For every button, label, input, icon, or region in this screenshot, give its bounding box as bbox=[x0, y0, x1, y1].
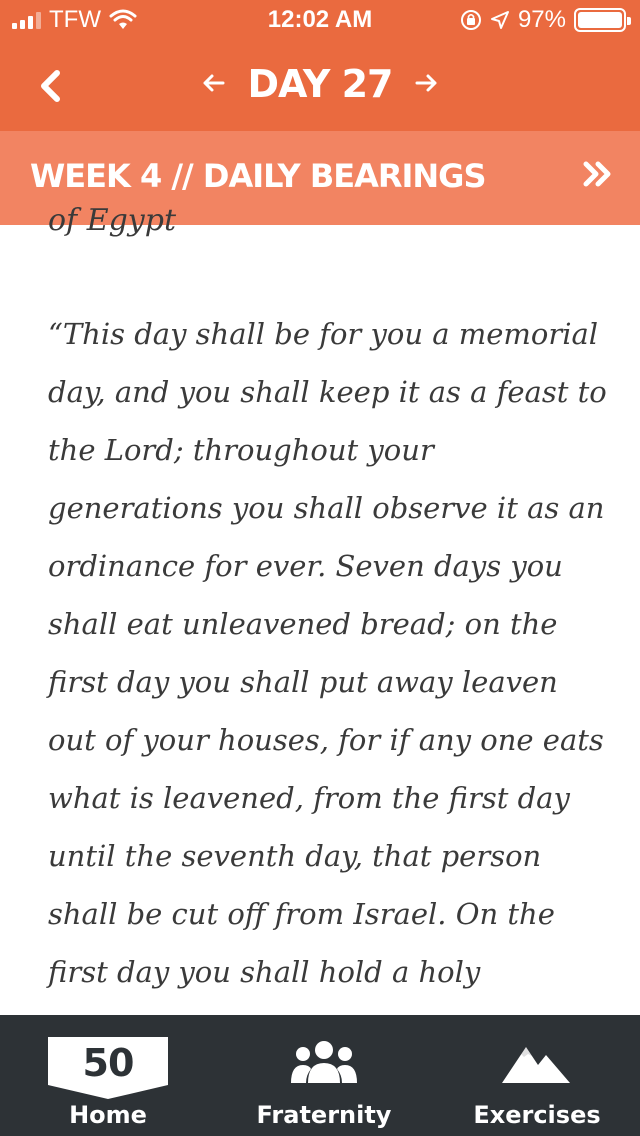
mountain-icon bbox=[502, 1041, 572, 1085]
scripture-line: the Lord; throughout your bbox=[48, 433, 434, 467]
tab-bar bbox=[0, 1015, 640, 1136]
previous-day-button[interactable] bbox=[198, 68, 228, 100]
battery-icon bbox=[574, 8, 626, 32]
scripture-line: generations you shall observe it as an bbox=[48, 491, 605, 525]
scripture-line: what is leavened, from the first day bbox=[48, 781, 570, 815]
status-right bbox=[460, 6, 626, 34]
arrow-right-icon bbox=[415, 73, 439, 93]
group-icon bbox=[289, 1039, 359, 1085]
status-bar bbox=[0, 0, 640, 40]
nav-bar bbox=[0, 50, 640, 130]
scripture-line: ordinance for ever. Seven days you bbox=[48, 549, 563, 583]
tab-fraternity-label: Fraternity bbox=[256, 1101, 392, 1129]
reading-content[interactable] bbox=[0, 203, 640, 1015]
status-time: 12:02 AM bbox=[267, 6, 373, 33]
scripture-line: shall eat unleavened bread; on the bbox=[48, 607, 558, 641]
arrow-left-icon bbox=[201, 73, 225, 93]
scripture-line: first day you shall put away leaven bbox=[48, 665, 558, 699]
section-title: WEEK 4 // DAILY BEARINGS bbox=[30, 157, 486, 195]
next-section-button[interactable] bbox=[582, 153, 614, 198]
scripture-line: first day you shall hold a holy bbox=[48, 955, 481, 989]
next-day-button[interactable] bbox=[412, 68, 442, 100]
top-header bbox=[0, 0, 640, 131]
tab-exercises-label: Exercises bbox=[473, 1101, 601, 1129]
scripture-line: day, and you shall keep it as a feast to bbox=[48, 375, 607, 409]
scripture-line: shall be cut off from Israel. On the bbox=[48, 897, 555, 931]
double-chevron-right-icon bbox=[582, 160, 614, 188]
tab-fraternity[interactable] bbox=[244, 1015, 404, 1136]
scripture-line: “This day shall be for you a memorial bbox=[48, 317, 599, 351]
tab-home[interactable] bbox=[28, 1015, 188, 1136]
home-badge-number: 50 bbox=[82, 1041, 134, 1085]
home-badge-icon bbox=[48, 1037, 168, 1099]
battery-percent: 97% bbox=[517, 6, 566, 33]
tab-home-label: Home bbox=[69, 1101, 147, 1129]
carrier-label: TFW bbox=[49, 6, 101, 33]
day-title: DAY 27 bbox=[247, 62, 393, 106]
scripture-line: until the seventh day, that person bbox=[48, 839, 542, 873]
day-switcher bbox=[0, 62, 640, 106]
cut-off-line: of Egypt bbox=[48, 203, 177, 238]
tab-exercises[interactable] bbox=[462, 1015, 612, 1136]
scripture-text bbox=[48, 305, 608, 1059]
rotation-lock-icon bbox=[460, 9, 482, 31]
location-icon bbox=[490, 10, 510, 30]
scripture-line: out of your houses, for if any one eats bbox=[48, 723, 604, 757]
